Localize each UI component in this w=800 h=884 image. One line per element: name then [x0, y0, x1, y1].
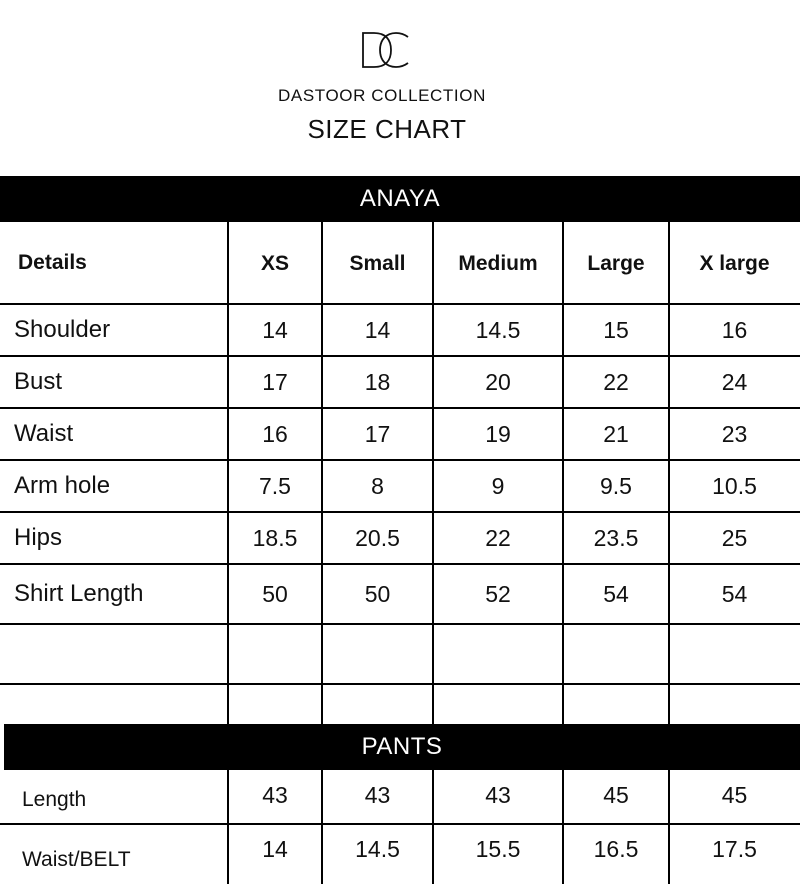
measure-value: 18 [364, 368, 391, 395]
size-header: X large [699, 252, 770, 275]
measure-label: Bust [14, 368, 63, 395]
measure-value: 25 [721, 524, 748, 551]
pants-measure-value: 43 [485, 782, 511, 808]
measure-value: 8 [371, 472, 384, 499]
measure-value: 21 [603, 420, 629, 447]
measure-value: 50 [262, 580, 288, 607]
measure-value: 18.5 [252, 524, 298, 551]
measure-value: 23 [721, 420, 748, 447]
pants-measure-label: Waist/BELT [22, 848, 131, 871]
pants-measure-value: 14 [262, 836, 288, 862]
measure-value: 19 [485, 420, 511, 447]
measure-value: 16 [721, 316, 748, 343]
measure-value: 20 [485, 368, 511, 395]
pants-measure-value: 43 [364, 782, 391, 808]
measure-value: 20.5 [355, 524, 400, 551]
table-rule [0, 683, 800, 685]
page-header [0, 0, 800, 176]
measure-label: Arm hole [14, 472, 111, 499]
measure-value: 16 [262, 420, 288, 447]
size-header: Medium [458, 252, 538, 275]
measure-label: Shirt Length [14, 580, 144, 607]
measure-value: 9.5 [600, 472, 632, 499]
pants-measure-value: 15.5 [475, 836, 521, 862]
measure-value: 50 [364, 580, 391, 607]
page-title: SIZE CHART [307, 114, 467, 144]
measure-value: 10.5 [712, 472, 757, 499]
measure-value: 22 [485, 524, 511, 551]
measure-value: 17 [364, 420, 391, 447]
pants-measure-label: Length [22, 788, 87, 811]
pants-measure-value: 17.5 [712, 836, 757, 862]
pants-measure-value: 14.5 [355, 836, 400, 862]
measure-value: 23.5 [593, 524, 639, 551]
measure-value: 22 [603, 368, 629, 395]
section-title-anaya: ANAYA [0, 176, 800, 222]
size-header: Small [349, 252, 406, 275]
measure-value: 54 [721, 580, 748, 607]
measure-value: 14.5 [475, 316, 521, 343]
measure-value: 15 [603, 316, 629, 343]
measure-value: 17 [262, 368, 288, 395]
size-header: XS [260, 252, 289, 275]
brand-name: DASTOOR COLLECTION [278, 86, 486, 105]
details-header: Details [18, 251, 87, 274]
pants-measure-value: 45 [603, 782, 629, 808]
measure-value: 24 [721, 368, 748, 395]
measure-value: 54 [603, 580, 629, 607]
measure-label: Shoulder [14, 316, 111, 343]
measure-label: Waist [14, 420, 74, 447]
measure-value: 9 [491, 472, 505, 499]
section-title-pants: PANTS [4, 724, 800, 770]
dc-logo [360, 30, 412, 70]
size-header: Large [587, 252, 645, 275]
measure-value: 52 [485, 580, 511, 607]
measure-value: 7.5 [259, 472, 291, 499]
pants-measure-value: 43 [262, 782, 288, 808]
pants-measure-value: 45 [721, 782, 748, 808]
measure-value: 14 [364, 316, 391, 343]
measure-value: 14 [262, 316, 288, 343]
pants-measure-value: 16.5 [593, 836, 639, 862]
measure-label: Hips [14, 524, 63, 551]
